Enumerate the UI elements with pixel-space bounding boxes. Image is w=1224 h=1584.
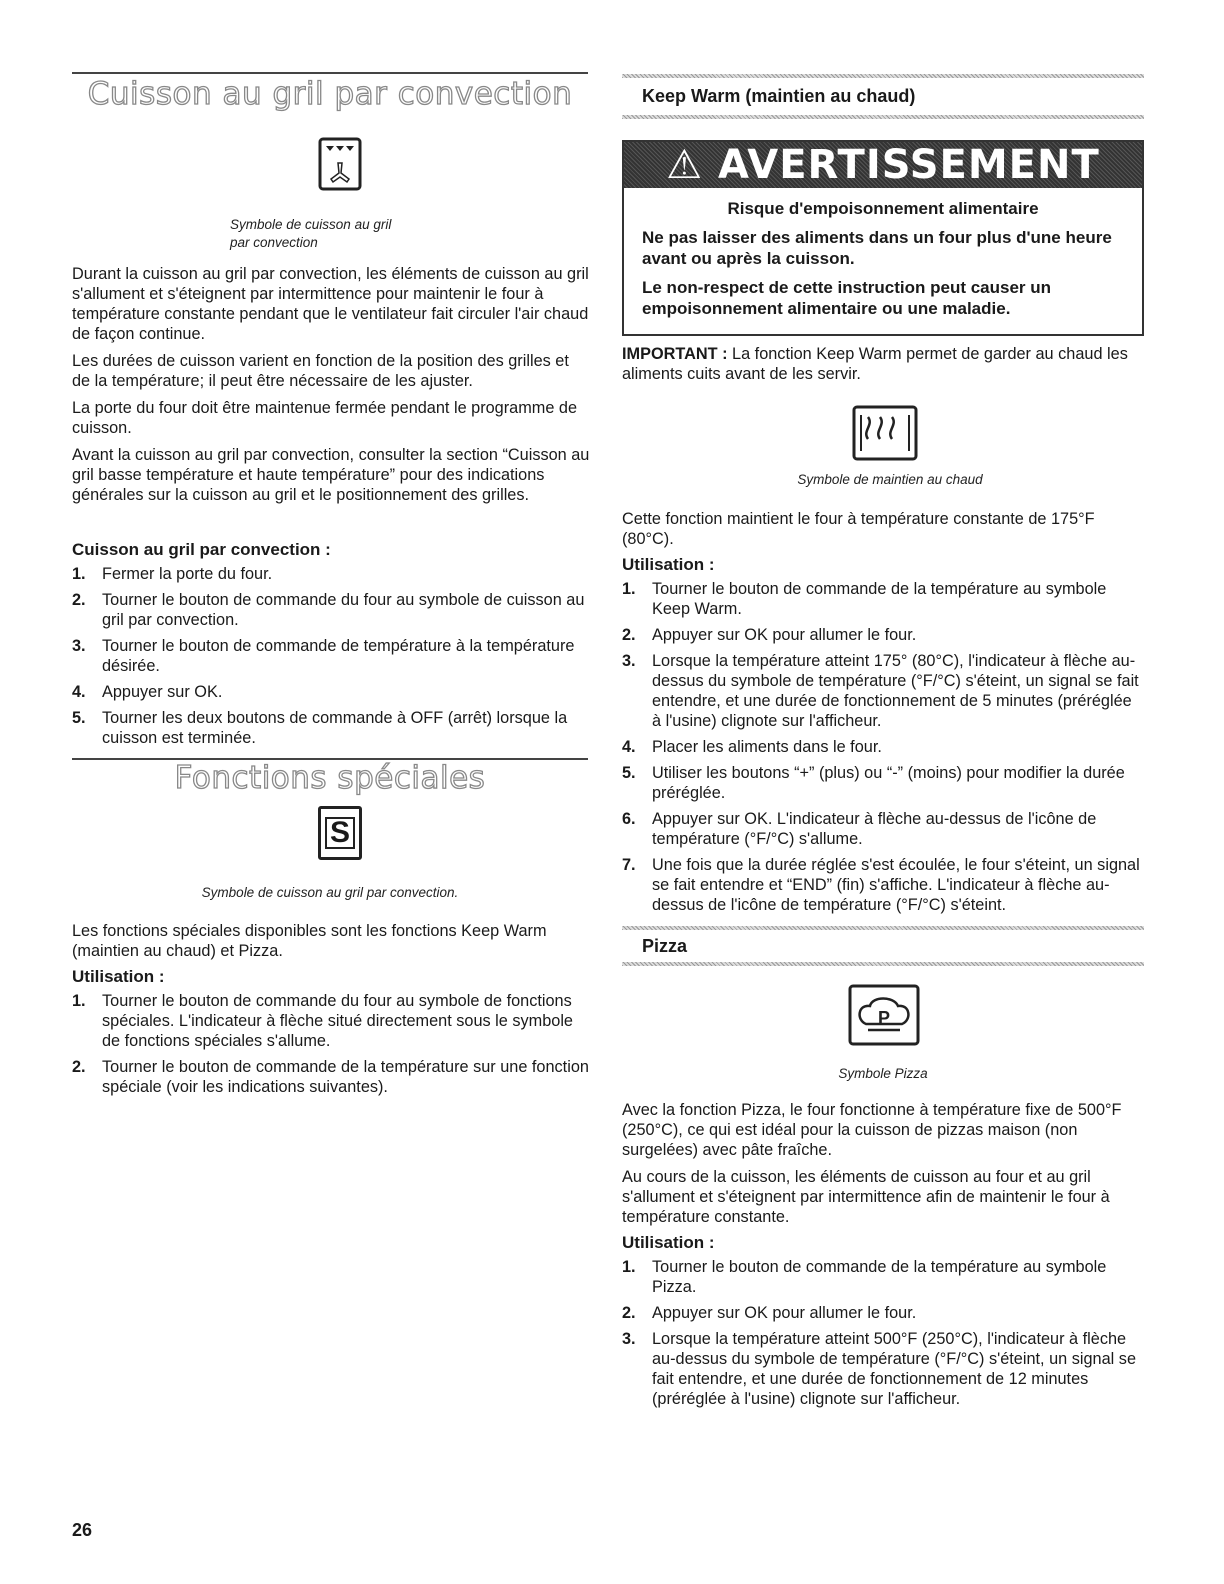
step-text: Tourner le bouton de commande de la température sur une fonction spéciale (voir les indications suivantes). (102, 1058, 589, 1096)
pizza-heading: Pizza (642, 936, 688, 956)
step-number: 4. (622, 738, 636, 756)
section-title-special-functions: Fonctions spéciales (174, 760, 486, 796)
warning-triangle-icon: ⚠ (666, 142, 704, 188)
step-number: 1. (622, 580, 636, 598)
step-item (622, 855, 1144, 915)
step-text: Tourner le bouton de commande du four au symbole de cuisson au gril par convection. (102, 591, 585, 629)
step-number: 2. (622, 626, 636, 644)
step-number: 2. (72, 1058, 86, 1076)
warning-box (622, 140, 1144, 336)
caption-line: Symbole de cuisson au gril (230, 217, 392, 232)
heading-rule (622, 926, 1144, 930)
important-text: La fonction Keep Warm permet de garder au chaud les aliments cuits avant de les servir. (622, 345, 1128, 383)
step-text: Tourner les deux boutons de commande à OFF (arrêt) lorsque la cuisson est terminée. (102, 709, 568, 747)
important-label: IMPORTANT : (622, 345, 728, 363)
pizza-body (622, 1100, 1144, 1415)
step-number: 2. (622, 1304, 636, 1322)
warning-text: Le non-respect de cette instruction peut causer un empoisonnement alimentaire ou une maladie. (642, 278, 1052, 318)
convection-broil-icon (318, 137, 362, 191)
step-number: 5. (72, 709, 86, 727)
keep-warm-heading: Keep Warm (maintien au chaud) (642, 86, 916, 106)
step-text: Tourner le bouton de commande de la température au symbole Pizza. (652, 1258, 1107, 1296)
step-text: Appuyer sur OK pour allumer le four. (652, 626, 917, 644)
keep-warm-icon (852, 405, 918, 461)
step-item (72, 991, 590, 1051)
step-number: 1. (72, 992, 86, 1010)
step-text: Placer les aliments dans le four. (652, 738, 882, 756)
step-text: Une fois que la durée réglée s'est écoulée, le four s'éteint, un signal se fait entendre et “END” (fin) s'affiche. L'indicateur à flèche au-dessus de l'icône de température (°F/°C) s'éteint. (652, 856, 1140, 914)
convection-broil-steps (72, 540, 590, 754)
step-number: 1. (622, 1258, 636, 1276)
step-item (72, 708, 590, 748)
paragraph: Les durées de cuisson varient en fonction de la position des grilles et de la température; il peut être nécessaire de les ajuster. (72, 352, 569, 390)
paragraph: Durant la cuisson au gril par convection, les éléments de cuisson au gril s'allument et s'éteignent par intermittence pour maintenir le four à température constante pendant que le ventilateur fait circuler l'air chaud de façon continue. (72, 265, 589, 343)
keep-warm-body (622, 509, 1144, 921)
step-item (72, 564, 590, 584)
step-text: Appuyer sur OK. (102, 683, 223, 701)
heading-rule (622, 74, 1144, 78)
icon-caption: Symbole Pizza (838, 1066, 928, 1081)
step-item (622, 1257, 1144, 1297)
step-text: Tourner le bouton de commande de température à la température désirée. (102, 637, 575, 675)
paragraph: La porte du four doit être maintenue fermée pendant le programme de cuisson. (72, 399, 578, 437)
step-item (72, 590, 590, 630)
subheading: Cuisson au gril par convection : (72, 540, 331, 559)
subheading: Utilisation : (622, 1233, 715, 1252)
page-number: 26 (72, 1520, 93, 1540)
step-text: Tourner le bouton de commande de la température au symbole Keep Warm. (652, 580, 1107, 618)
step-item (72, 636, 590, 676)
step-text: Lorsque la température atteint 175° (80°C), l'indicateur à flèche au-dessus du symbole de température (°F/°C) s'éteint, un signal se fait entendre, et une durée de fonctionnement de 5 minutes (préréglée à l'usine) clignote sur l'afficheur. (652, 652, 1139, 730)
section-rule (72, 72, 588, 74)
step-item (622, 1303, 1144, 1323)
convection-broil-body (72, 264, 590, 512)
step-item (622, 651, 1144, 731)
warning-title: AVERTISSEMENT (718, 142, 1100, 188)
paragraph: Cette fonction maintient le four à température constante de 175°F (80°C). (622, 510, 1095, 548)
icon-caption (230, 216, 391, 252)
step-text: Appuyer sur OK. L'indicateur à flèche au-dessus de l'icône de température (°F/°C) s'allume. (652, 810, 1097, 848)
step-text: Fermer la porte du four. (102, 565, 273, 583)
step-number: 7. (622, 856, 636, 874)
svg-text:P: P (877, 1008, 891, 1028)
warning-text: Ne pas laisser des aliments dans un four plus d'une heure avant ou après la cuisson. (642, 228, 1112, 268)
subheading: Utilisation : (72, 967, 165, 986)
step-item (72, 1057, 590, 1097)
paragraph: Avec la fonction Pizza, le four fonctionne à température fixe de 500°F (250°C), ce qui est idéal pour la cuisson de pizzas maison (non surgelées) avec pâte fraîche. (622, 1101, 1122, 1159)
step-text: Utiliser les boutons “+” (plus) ou “-” (moins) pour modifier la durée préréglée. (652, 764, 1125, 802)
special-functions-letter: S (325, 817, 355, 849)
special-functions-body (72, 921, 590, 1103)
warning-subtitle: Risque d'empoisonnement alimentaire (727, 199, 1039, 218)
step-item (622, 625, 1144, 645)
step-item (622, 809, 1144, 849)
step-item (622, 579, 1144, 619)
step-item (622, 737, 1144, 757)
step-item (622, 1329, 1144, 1409)
heading-rule (622, 962, 1144, 966)
step-text: Lorsque la température atteint 500°F (250°C), l'indicateur à flèche au-dessus du symbole de température (°F/°C) s'éteint, un signal se fait entendre, et une durée de fonctionnement de 12 minutes (préréglée à l'usine) clignote sur l'afficheur. (652, 1330, 1136, 1408)
important-note (622, 344, 1142, 384)
subheading: Utilisation : (622, 555, 715, 574)
step-number: 3. (622, 652, 636, 670)
step-number: 3. (72, 637, 86, 655)
step-item (72, 682, 590, 702)
step-text: Appuyer sur OK pour allumer le four. (652, 1304, 917, 1322)
step-number: 5. (622, 764, 636, 782)
step-text: Tourner le bouton de commande du four au symbole de fonctions spéciales. L'indicateur à flèche situé directement sous le symbole de fonctions spéciales s'allume. (102, 992, 573, 1050)
step-number: 3. (622, 1330, 636, 1348)
step-number: 4. (72, 683, 86, 701)
step-number: 1. (72, 565, 86, 583)
step-number: 6. (622, 810, 636, 828)
step-item (622, 763, 1144, 803)
caption-line: par convection (230, 235, 318, 250)
heading-rule (622, 115, 1144, 119)
special-functions-icon (318, 806, 362, 860)
section-title-convection-broil: Cuisson au gril par convection (87, 76, 573, 112)
step-number: 2. (72, 591, 86, 609)
warning-header (624, 142, 1142, 188)
paragraph: Au cours de la cuisson, les éléments de cuisson au four et au gril s'allument et s'éteignent par intermittence afin de maintenir le four à température constante. (622, 1168, 1110, 1226)
paragraph: Avant la cuisson au gril par convection, consulter la section “Cuisson au gril basse température et haute température” pour des indications générales sur la cuisson au gril et le positionnement des grilles. (72, 446, 590, 504)
icon-caption: Symbole de cuisson au gril par convection. (201, 885, 459, 900)
paragraph: Les fonctions spéciales disponibles sont les fonctions Keep Warm (maintien au chaud) et Pizza. (72, 922, 547, 960)
pizza-icon (848, 984, 920, 1046)
icon-caption: Symbole de maintien au chaud (797, 472, 983, 487)
